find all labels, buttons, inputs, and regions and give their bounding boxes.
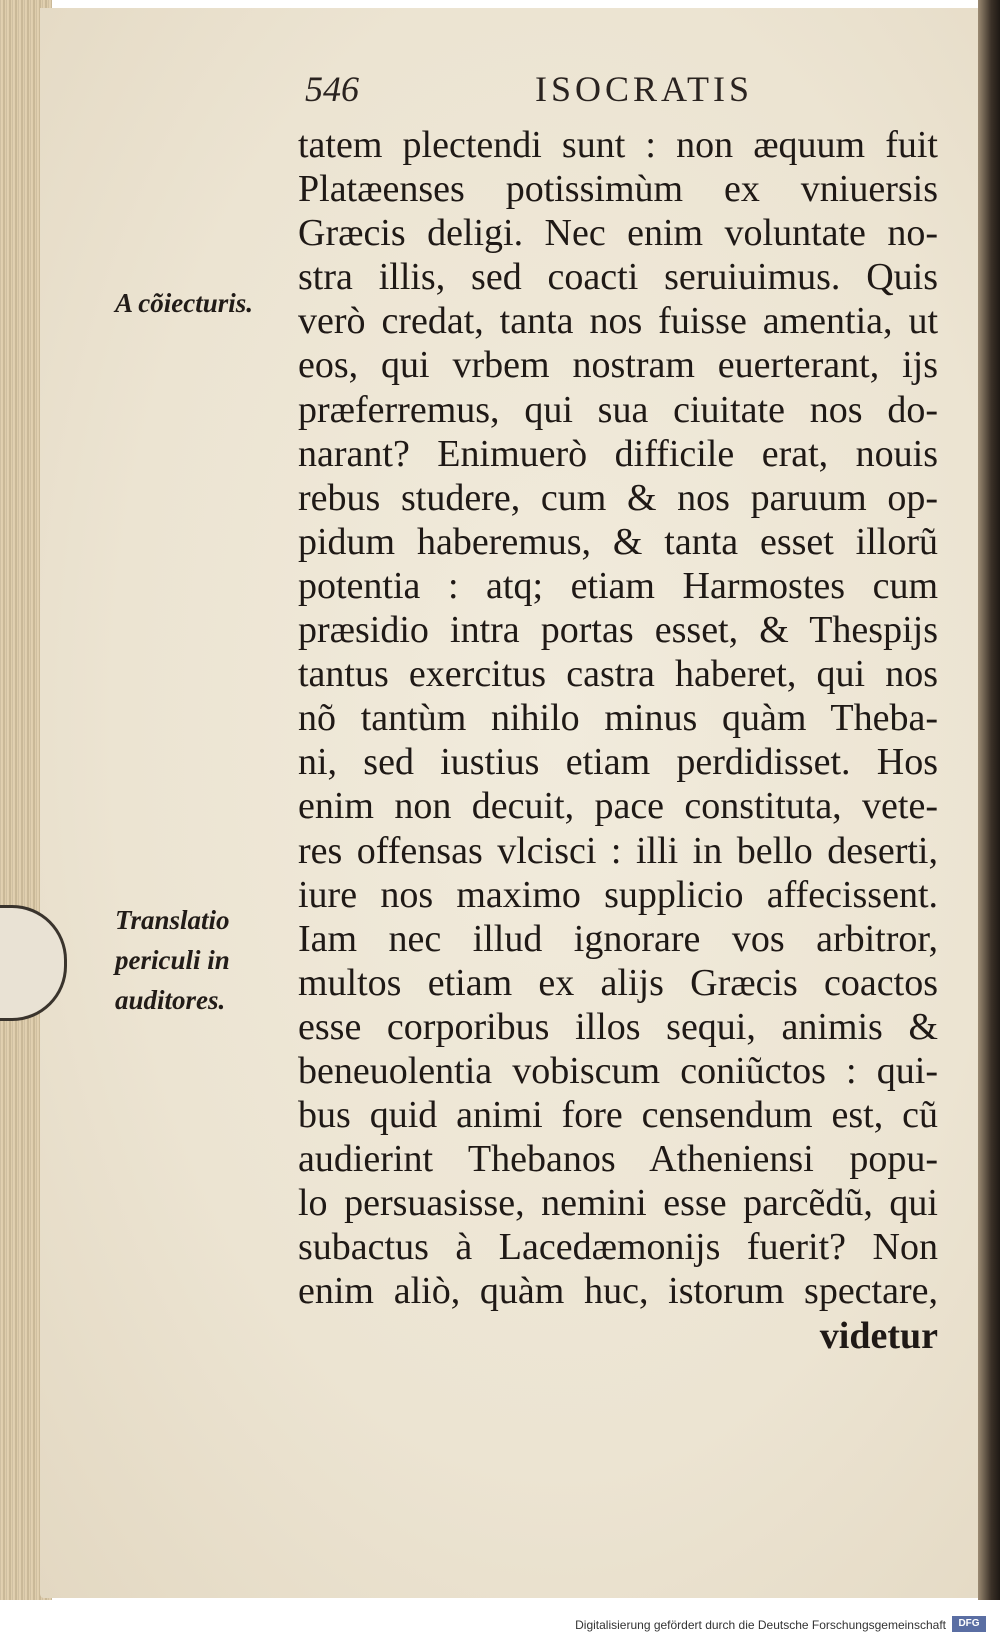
text-line: Græcis deligi. Nec enim voluntate no-	[298, 212, 938, 255]
catchword: videtur	[819, 1314, 938, 1357]
text-line: esse corporibus illos sequi, animis &	[298, 1005, 938, 1048]
text-line: enim aliò, quàm huc, istorum spectare,	[298, 1270, 938, 1313]
marginal-note-line: auditores.	[115, 985, 226, 1015]
page-number: 546	[305, 69, 359, 109]
text-line: bus quid animi fore censendum est, cũ	[298, 1094, 938, 1137]
running-head: ISOCRATIS	[535, 69, 754, 109]
text-line: præsidio intra portas esset, & Thespijs	[298, 609, 938, 652]
text-line: verò credat, tanta nos fuisse amentia, ut	[298, 300, 938, 343]
funding-credit: Digitalisierung gefördert durch die Deutsche Forschungsgemeinschaft	[575, 1618, 946, 1632]
digitization-footer	[0, 1604, 1000, 1641]
text-line: pidum haberemus, & tanta esset illorũ	[298, 520, 938, 563]
text-line: potentia : atq; etiam Harmostes cum	[298, 564, 938, 607]
text-line: eos, qui vrbem nostram euerterant, ijs	[298, 344, 938, 387]
body-text	[298, 123, 938, 1358]
marginal-note-line: Translatio	[115, 905, 230, 935]
dfg-logo: DFG	[952, 1616, 986, 1632]
marginal-note-translatio	[115, 900, 230, 1020]
text-line: ni, sed iustius etiam perdidisset. Hos	[298, 741, 938, 784]
text-line: audierint Thebanos Atheniensi popu-	[298, 1138, 938, 1181]
text-line: præferremus, qui sua ciuitate nos do-	[298, 388, 938, 431]
text-line: beneuolentia vobiscum coniũctos : qui-	[298, 1049, 938, 1092]
text-line: iure nos maximo supplicio affecissent.	[298, 873, 938, 916]
text-line: tantus exercitus castra haberet, qui nos	[298, 653, 938, 696]
text-line: subactus à Lacedæmonijs fuerit? Non	[298, 1226, 938, 1269]
text-line: Iam nec illud ignorare vos arbitror,	[298, 917, 938, 960]
text-line: multos etiam ex alijs Græcis coactos	[298, 961, 938, 1004]
book-edge-right	[978, 0, 1000, 1600]
text-line: narant? Enimuerò difficile erat, nouis	[298, 432, 938, 475]
text-line: res offensas vlcisci : illi in bello deserti,	[298, 829, 938, 872]
marginal-note-line: A cõiecturis.	[115, 288, 254, 318]
marginal-note-coniecturis	[115, 283, 253, 323]
text-line: enim non decuit, pace constituta, vete-	[298, 785, 938, 828]
text-line: stra illis, sed coacti seruiuimus. Quis	[298, 256, 938, 299]
text-line: nõ tantùm nihilo minus quàm Theba-	[298, 697, 938, 740]
page-header	[295, 68, 945, 112]
marginal-note-line: periculi in	[115, 945, 230, 975]
text-line: Platæenses potissimùm ex vniuersis	[298, 168, 938, 211]
text-line: lo persuasisse, nemini esse parcẽdũ, qui	[298, 1182, 938, 1225]
text-line: tatem plectendi sunt : non æquum fuit	[298, 124, 938, 166]
text-line: rebus studere, cum & nos paruum op-	[298, 476, 938, 519]
